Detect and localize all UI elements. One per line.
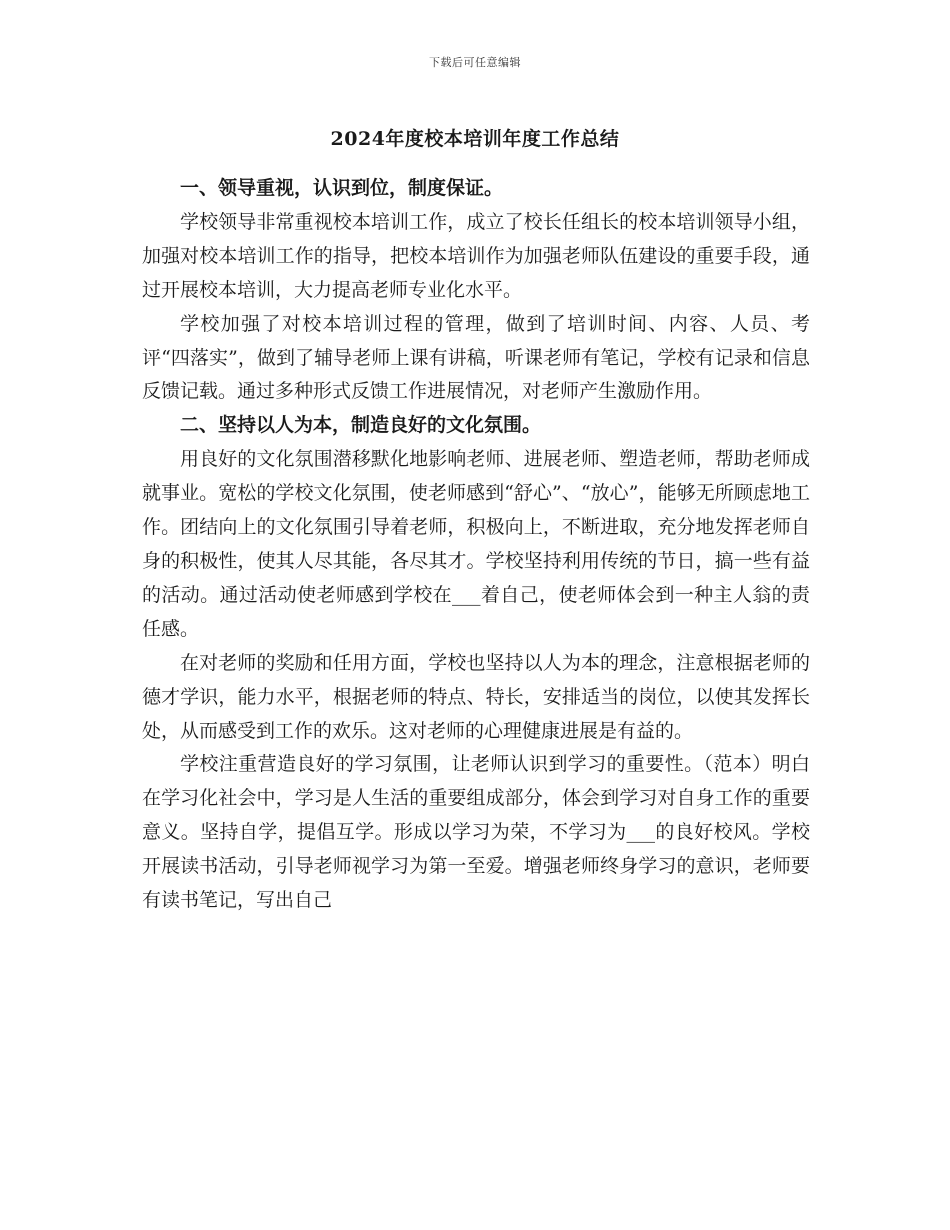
paragraph: 在对老师的奖励和任用方面，学校也坚持以人为本的理念，注意根据老师的德才学识，能力水平，根据老师的特点、特长，安排适当的岗位，以使其发挥长处，从而感受到工作的欢乐。这对老师的心理健康进展是有益的。	[142, 651, 810, 742]
section-heading-1: 一、领导重视，认识到位，制度保证。	[180, 177, 504, 199]
paragraph: 学校加强了对校本培训过程的管理，做到了培训时间、内容、人员、考评“四落实”，做到了辅导老师上课有讲稿，听课老师有笔记，学校有记录和信息反馈记载。通过多种形式反馈工作进展情况，对老师产生激励作用。	[142, 312, 810, 403]
document-body	[142, 172, 810, 918]
paragraph: 学校领导非常重视校本培训工作，成立了校长任组长的校本培训领导小组，加强对校本培训工作的指导，把校本培训作为加强老师队伍建设的重要手段，通过开展校本培训，大力提高老师专业化水平。	[142, 210, 810, 301]
header-note: 下载后可任意编辑	[429, 56, 521, 69]
document-title: 2024年度校本培训年度工作总结	[330, 128, 620, 150]
paragraph: 学校注重营造良好的学习氛围，让老师认识到学习的重要性。（范本）明白在学习化社会中，学习是人生活的重要组成部分，体会到学习对自身工作的重要意义。坚持自学，提倡互学。形成以学习为荣，不学习为___的良好校风。学校开展读书活动，引导老师视学习为第一至爱。增强老师终身学习的意识，老师要有读书笔记，写出自己	[142, 753, 810, 912]
paragraph: 用良好的文化氛围潜移默化地影响老师、进展老师、塑造老师，帮助老师成就事业。宽松的学校文化氛围，使老师感到“舒心”、“放心”，能够无所顾虑地工作。团结向上的文化氛围引导着老师，积极向上，不断进取，充分地发挥老师自身的积极性，使其人尽其能，各尽其才。学校坚持利用传统的节日，搞一些有益的活动。通过活动使老师感到学校在___着自己，使老师体会到一种主人翁的责任感。	[142, 448, 810, 640]
section-heading-2: 二、坚持以人为本，制造良好的文化氛围。	[180, 414, 542, 437]
